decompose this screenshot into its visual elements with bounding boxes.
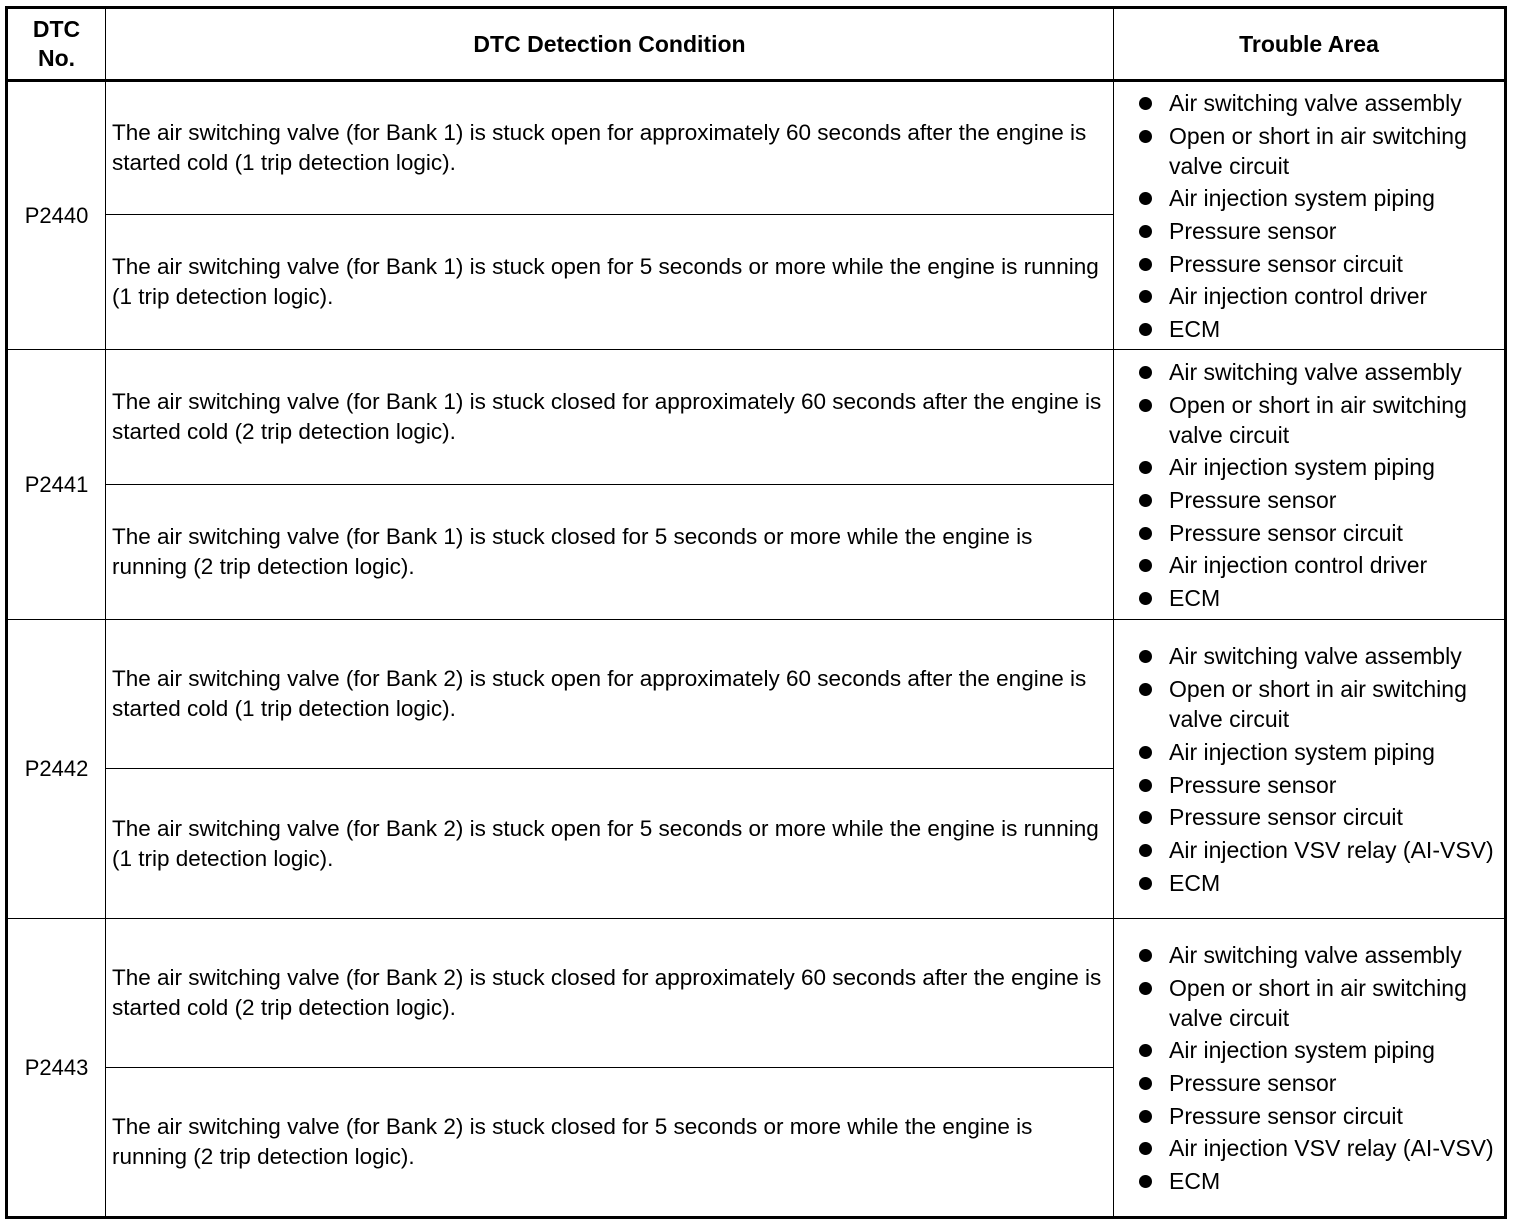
bullet-icon	[1139, 592, 1152, 605]
trouble-area-cell	[1114, 81, 1506, 350]
bullet-icon	[1139, 1110, 1152, 1123]
trouble-area-item	[1120, 802, 1500, 832]
bullet-icon	[1139, 811, 1152, 824]
trouble-area-item	[1120, 281, 1500, 311]
trouble-area-item	[1120, 1133, 1500, 1163]
trouble-area-item	[1120, 357, 1500, 387]
bullet-icon	[1139, 1175, 1152, 1188]
bullet-icon	[1139, 258, 1152, 271]
trouble-area-item	[1120, 216, 1500, 246]
bullet-icon	[1139, 982, 1152, 995]
trouble-area-text: Air injection control driver	[1169, 552, 1428, 579]
bullet-icon	[1139, 399, 1152, 412]
trouble-area-text: Pressure sensor	[1169, 1070, 1337, 1096]
detection-condition: The air switching valve (for Bank 1) is stuck open for approximately 60 seconds after the engine is started cold (1 trip detection logic).	[106, 81, 1114, 215]
trouble-area-list	[1120, 357, 1500, 613]
trouble-area-text: Pressure sensor	[1169, 218, 1337, 244]
trouble-area-text: Air switching valve assembly	[1169, 89, 1462, 116]
detection-condition: The air switching valve (for Bank 2) is stuck open for 5 seconds or more while the engine is running (1 trip detection logic).	[106, 769, 1114, 919]
trouble-area-item	[1120, 940, 1500, 970]
trouble-area-item	[1120, 973, 1500, 1033]
bullet-icon	[1139, 494, 1152, 507]
trouble-area-text: Air injection system piping	[1169, 454, 1435, 481]
trouble-area-text: ECM	[1169, 1168, 1221, 1195]
detection-condition: The air switching valve (for Bank 1) is stuck open for 5 seconds or more while the engine is running (1 trip detection logic).	[106, 215, 1114, 350]
bullet-icon	[1139, 844, 1152, 857]
trouble-area-item	[1120, 88, 1500, 118]
trouble-area-text: Air injection VSV relay (AI-VSV)	[1169, 1135, 1494, 1162]
dtc-code: P2443	[7, 919, 106, 1218]
trouble-area-item	[1120, 674, 1500, 734]
bullet-icon	[1139, 559, 1152, 572]
bullet-icon	[1139, 683, 1152, 696]
dtc-code: P2441	[7, 350, 106, 620]
trouble-area-item	[1120, 518, 1500, 548]
trouble-area-item	[1120, 183, 1500, 213]
trouble-area-text: Open or short in air switching valve circuit	[1169, 122, 1467, 179]
bullet-icon	[1139, 779, 1152, 792]
bullet-icon	[1139, 527, 1152, 540]
trouble-area-item	[1120, 390, 1500, 450]
dtc-row-p2441	[7, 350, 1506, 485]
bullet-icon	[1139, 746, 1152, 759]
trouble-area-text: Air injection system piping	[1169, 738, 1435, 765]
bullet-icon	[1139, 650, 1152, 663]
header-condition: DTC Detection Condition	[106, 8, 1114, 81]
detection-condition: The air switching valve (for Bank 2) is stuck open for approximately 60 seconds after the engine is started cold (1 trip detection logic).	[106, 620, 1114, 769]
trouble-area-item	[1120, 583, 1500, 613]
trouble-area-item	[1120, 121, 1500, 181]
trouble-area-text: Air injection system piping	[1169, 1037, 1435, 1064]
header-dtc-no	[7, 8, 106, 81]
trouble-area-cell	[1114, 620, 1506, 919]
trouble-area-item	[1120, 641, 1500, 671]
trouble-area-item	[1120, 868, 1500, 898]
bullet-icon	[1139, 290, 1152, 303]
trouble-area-text: ECM	[1169, 585, 1221, 612]
trouble-area-item	[1120, 1166, 1500, 1196]
bullet-icon	[1139, 366, 1152, 379]
detection-condition: The air switching valve (for Bank 1) is stuck closed for 5 seconds or more while the engine is running (2 trip detection logic).	[106, 485, 1114, 620]
trouble-area-item	[1120, 249, 1500, 279]
header-dtc-no-line1: DTC	[32, 16, 81, 42]
trouble-area-text: ECM	[1169, 316, 1221, 343]
bullet-icon	[1139, 877, 1152, 890]
bullet-icon	[1139, 323, 1152, 336]
trouble-area-item	[1120, 314, 1500, 344]
trouble-area-text: Open or short in air switching valve circuit	[1169, 676, 1467, 733]
detection-condition: The air switching valve (for Bank 1) is stuck closed for approximately 60 seconds after the engine is started cold (2 trip detection logic).	[106, 350, 1114, 485]
trouble-area-text: Pressure sensor	[1169, 771, 1337, 798]
trouble-area-item	[1120, 1068, 1500, 1098]
bullet-icon	[1139, 130, 1152, 143]
trouble-area-text: Pressure sensor circuit	[1169, 1102, 1403, 1129]
trouble-area-text: Air injection VSV relay (AI-VSV)	[1169, 836, 1494, 863]
trouble-area-list	[1120, 940, 1500, 1196]
dtc-row-p2442	[7, 620, 1506, 769]
trouble-area-list	[1120, 641, 1500, 897]
detection-condition: The air switching valve (for Bank 2) is stuck closed for 5 seconds or more while the engine is running (2 trip detection logic).	[106, 1068, 1114, 1218]
trouble-area-text: Air switching valve assembly	[1169, 358, 1462, 385]
trouble-area-item	[1120, 835, 1500, 865]
dtc-row-p2440	[7, 81, 1506, 215]
bullet-icon	[1139, 949, 1152, 962]
dtc-code: P2442	[7, 620, 106, 919]
bullet-icon	[1139, 461, 1152, 474]
trouble-area-text: Air injection control driver	[1169, 283, 1428, 310]
header-row	[7, 8, 1506, 81]
trouble-area-item	[1120, 737, 1500, 767]
bullet-icon	[1139, 1077, 1152, 1090]
detection-condition: The air switching valve (for Bank 2) is stuck closed for approximately 60 seconds after the engine is started cold (2 trip detection logic).	[106, 919, 1114, 1068]
trouble-area-item	[1120, 452, 1500, 482]
trouble-area-item	[1120, 1035, 1500, 1065]
trouble-area-text: Air injection system piping	[1169, 185, 1435, 212]
trouble-area-item	[1120, 550, 1500, 580]
trouble-area-item	[1120, 770, 1500, 800]
trouble-area-text: Open or short in air switching valve circuit	[1169, 974, 1467, 1031]
trouble-area-cell	[1114, 919, 1506, 1218]
trouble-area-text: Air switching valve assembly	[1169, 941, 1462, 968]
trouble-area-item	[1120, 485, 1500, 515]
trouble-area-cell	[1114, 350, 1506, 620]
header-trouble-area: Trouble Area	[1114, 8, 1506, 81]
trouble-area-text: Pressure sensor	[1169, 487, 1337, 513]
bullet-icon	[1139, 192, 1152, 205]
bullet-icon	[1139, 225, 1152, 238]
trouble-area-text: Open or short in air switching valve circuit	[1169, 391, 1467, 448]
dtc-table	[5, 6, 1507, 1219]
bullet-icon	[1139, 1044, 1152, 1057]
trouble-area-list	[1120, 88, 1500, 344]
trouble-area-text: Pressure sensor circuit	[1169, 804, 1403, 831]
trouble-area-text: Air switching valve assembly	[1169, 643, 1462, 670]
trouble-area-text: Pressure sensor circuit	[1169, 519, 1403, 546]
bullet-icon	[1139, 1142, 1152, 1155]
dtc-code: P2440	[7, 81, 106, 350]
header-dtc-no-line2: No.	[37, 45, 76, 71]
trouble-area-text: Pressure sensor circuit	[1169, 250, 1403, 277]
trouble-area-item	[1120, 1101, 1500, 1131]
trouble-area-text: ECM	[1169, 869, 1221, 896]
bullet-icon	[1139, 97, 1152, 110]
dtc-row-p2443	[7, 919, 1506, 1068]
